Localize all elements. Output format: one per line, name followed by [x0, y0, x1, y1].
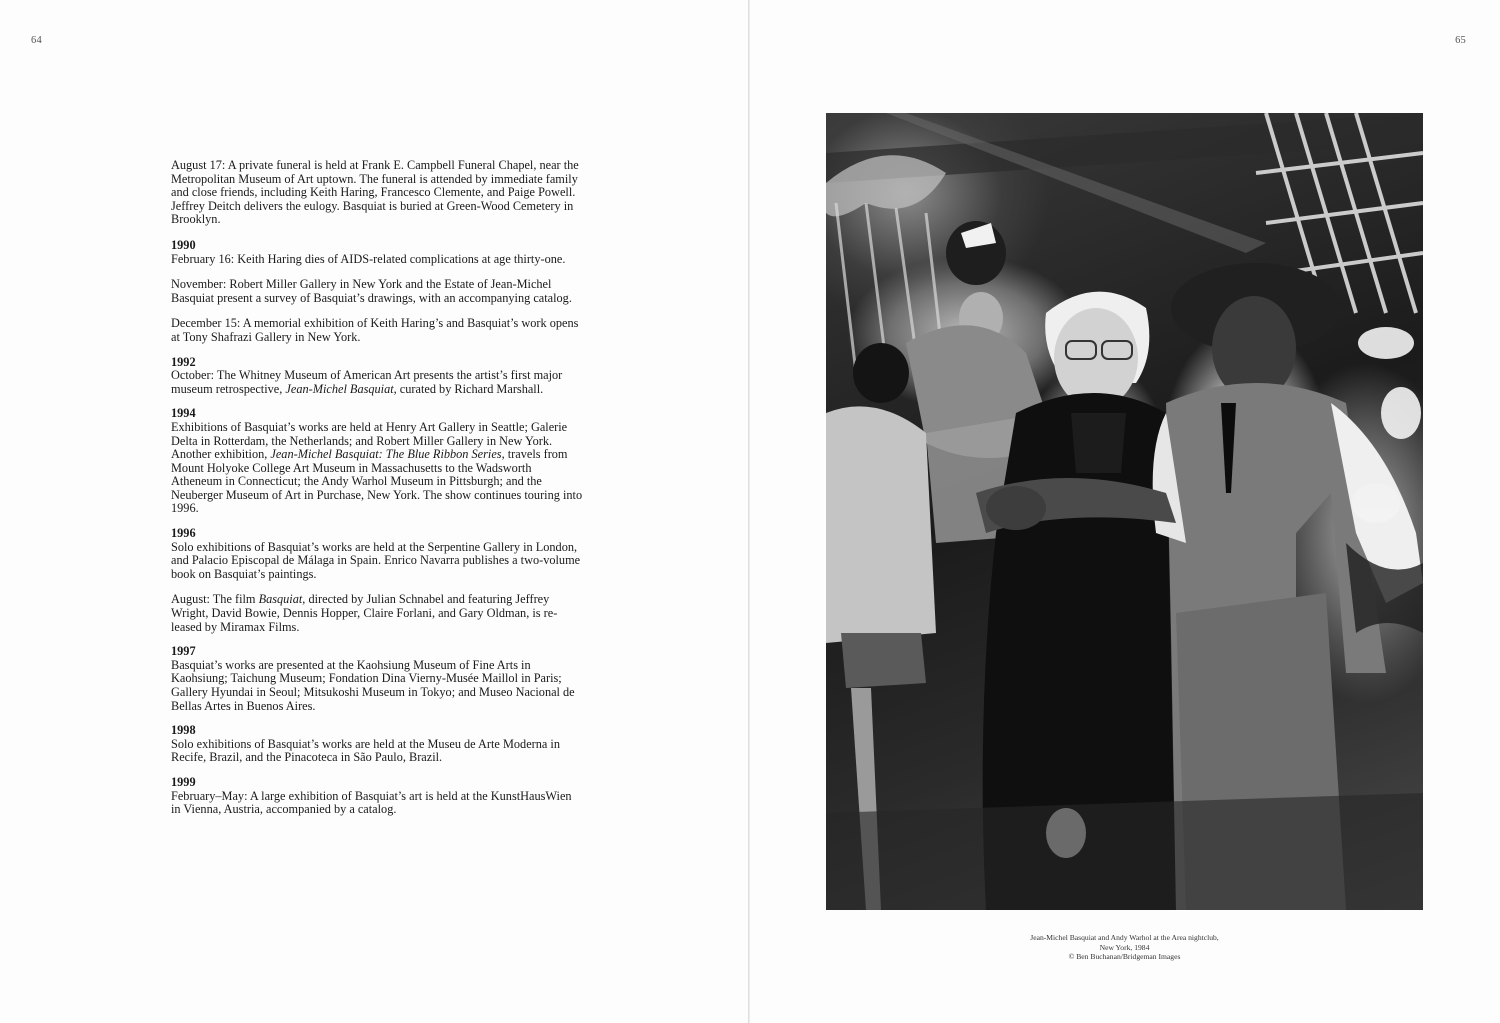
- caption-line: New York, 1984: [1099, 942, 1150, 952]
- text-run: October: The Whitney Museum of American Art presents the artist’s first major museum retrospective,: [171, 368, 563, 396]
- page-number-right: 65: [1455, 35, 1466, 46]
- year-block-1994: [171, 407, 583, 516]
- year-block-1996: [171, 527, 583, 634]
- year-heading: 1990: [171, 237, 196, 252]
- entry-paragraph: Solo exhibitions of Basquiat’s works are held at the Museu de Arte Moderna in Recife, Brazil, and the Pinacoteca in São Paulo, Brazil.: [171, 736, 560, 765]
- year-block-1990: [171, 239, 583, 345]
- black-and-white-photograph: [826, 113, 1423, 910]
- entry-paragraph: [171, 593, 583, 634]
- photo-illustration: [826, 113, 1423, 910]
- entry-paragraph: Basquiat’s works are presented at the Kaohsiung Museum of Fine Arts in Kaohsiung; Taichung Museum; Fondation Dina Vierny-Musée Maillol in Paris; Gallery Hyundai in Seoul; Mitsukoshi Museum in Tokyo; and Museo Nacional de Bellas Artes in Buenos Aires.: [171, 657, 575, 713]
- italic-title: Basquiat: [258, 592, 303, 607]
- left-page: [0, 0, 749, 1023]
- entry-paragraph: February 16: Keith Haring dies of AIDS-related complications at age thirty-one.: [171, 251, 566, 266]
- year-heading: 1996: [171, 526, 196, 541]
- page-number-left: 64: [31, 35, 42, 46]
- entry-paragraph: December 15: A memorial exhibition of Keith Haring’s and Basquiat’s work opens at Tony Shafrazi Gallery in New York.: [171, 316, 579, 344]
- photo-credit: © Ben Buchanan/Bridgeman Images: [1068, 952, 1181, 961]
- year-block-1997: [171, 645, 583, 713]
- entry-paragraph: Solo exhibitions of Basquiat’s works are held at the Serpentine Gallery in London, and Palacio Episcopal de Málaga in Spain. Enrico Navarra publishes a two-volume book on Basquiat’s paintings.: [171, 539, 581, 581]
- year-block-1998: [171, 724, 583, 765]
- year-heading: 1992: [171, 354, 196, 369]
- entry-paragraph: [171, 421, 583, 516]
- year-block-1999: [171, 776, 583, 817]
- entry-paragraph: February–May: A large exhibition of Basquiat’s art is held at the KunstHausWien in Vienna, Austria, accompanied by a catalog.: [171, 788, 572, 817]
- year-heading: 1998: [171, 723, 196, 738]
- caption-line: Jean-Michel Basquiat and Andy Warhol at the Area nightclub,: [1030, 933, 1219, 942]
- italic-title: Jean-Michel Basquiat: [285, 381, 394, 396]
- year-block-1992: [171, 356, 583, 397]
- entry-august-17: August 17: A private funeral is held at Frank E. Campbell Funeral Chapel, near the Metropolitan Museum of Art uptown. The funeral is attended by immediate family and close friends, including Keith Haring, Francesco Clemente, and Paige Powell. Jeffrey Deitch delivers the eulogy. Basquiat is buried at Green-Wood Cemetery in Brooklyn.: [171, 158, 579, 227]
- text-run: August: The film: [171, 592, 259, 607]
- year-heading: 1999: [171, 774, 196, 789]
- year-heading: 1997: [171, 644, 196, 659]
- text-run: Exhibitions of Basquiat’s works are held at Henry Art Gallery in Seattle; Galerie Delta in Rotterdam, the Netherlands; and Robert Miller Gallery in New York. Another exhibition,: [171, 419, 568, 462]
- text-run: , travels from Mount Holyoke College Art Museum in Massachusetts to the Wadsworth Atheneum in Connecticut; the Andy Warhol Museum in Pittsburgh; and the Neuberger Museum of Art in Purchase, New York. The show continues touring into 1996.: [171, 447, 583, 516]
- photo-caption: [826, 933, 1423, 962]
- text-run: , curated by Richard Marshall.: [393, 381, 544, 396]
- italic-title: Jean-Michel Basquiat: The Blue Ribbon Series: [270, 447, 502, 462]
- entry-paragraph: [171, 369, 583, 396]
- text-run: , directed by Julian Schnabel and featuring Jeffrey Wright, David Bowie, Dennis Hopper, Claire Forlani, and Gary Oldman, is released by Miramax Films.: [171, 592, 558, 634]
- entry-paragraph: November: Robert Miller Gallery in New York and the Estate of Jean-Michel Basquiat present a survey of Basquiat’s drawings, with an accompanying catalog.: [171, 277, 572, 305]
- chronology-text: [171, 159, 583, 828]
- year-heading: 1994: [171, 406, 196, 421]
